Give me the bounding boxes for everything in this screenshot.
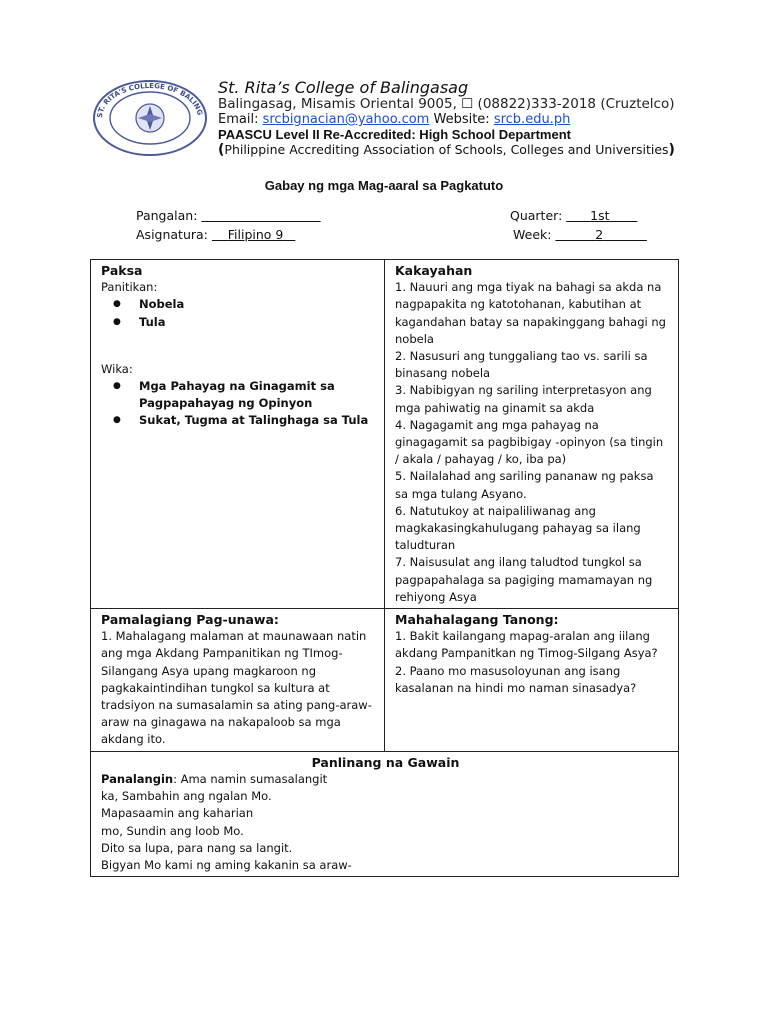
school-name: St. Rita’s College of Balingasag (218, 78, 469, 97)
email-link[interactable]: srcbignacian@yahoo.com (262, 112, 430, 127)
panalangin-label: Panalangin (101, 771, 174, 786)
list-item: 1. Nauuri ang mga tiyak na bahagi sa akda na nagpapakita ng katotohanan, kabutihan at kagandahan batay sa napakinggang bahagi ng nobela (395, 280, 666, 346)
school-address: Balingasag, Misamis Oriental 9005, ☐ (08822)333-2018 (Cruztelco) (218, 96, 675, 112)
prayer-line: ka, Sambahin ang ngalan Mo. (101, 789, 272, 804)
accreditation-full: (Philippine Accrediting Association of Schools, Colleges and Universities) (218, 142, 675, 158)
list-item: 5. Nailalahad ang sariling pananaw ng paksa sa mga tulang Asyano. (395, 469, 654, 501)
gawain-cell (91, 751, 679, 876)
subject-row (136, 227, 295, 242)
activity-row (91, 751, 679, 876)
list-item: 1. Bakit kailangang mapag-aralan ang iilang akdang Pampanitkan ng Timog-Silgang Asya? (395, 629, 658, 661)
prayer-line: Dito sa lupa, para nang sa langit. (101, 840, 293, 855)
week-field[interactable]: 2 (595, 227, 604, 242)
wika-label: Wika: (101, 361, 133, 376)
list-item: 6. Natutukoy at naipaliliwanag ang magkakasingkahulugang pahayag sa ilang taludturan (395, 503, 641, 553)
contact-line (218, 112, 570, 127)
kakayahan-cell (385, 260, 679, 609)
accreditation-full-text: Philippine Accrediting Association of Schools, Colleges and Universities (224, 142, 669, 157)
name-row (136, 208, 321, 223)
week-row (513, 227, 647, 242)
subject-label: Asignatura: (136, 227, 208, 242)
understanding-questions-row (91, 609, 679, 752)
learning-guide-table (90, 259, 679, 877)
panitikan-list (101, 296, 376, 330)
school-seal-logo (90, 78, 210, 158)
name-label: Pangalan: (136, 208, 198, 223)
kakayahan-heading: Kakayahan (395, 263, 473, 278)
pag-unawa-heading: Pamalagiang Pag-unawa: (101, 612, 279, 628)
wika-list (101, 378, 376, 430)
quarter-row (510, 208, 637, 223)
list-item: ● Tula (139, 314, 376, 331)
quarter-label: Quarter: (510, 208, 563, 223)
prayer-line: Panalangin: Ama namin sumasalangit (101, 771, 328, 786)
panitikan-label: Panitikan: (101, 280, 158, 295)
prayer-line: Bigyan Mo kami ng aming kakanin sa araw- (101, 857, 352, 872)
tanong-cell (385, 609, 679, 752)
pag-unawa-cell (91, 609, 385, 752)
tanong-heading: Mahahalagang Tanong: (395, 612, 559, 628)
document-title: Gabay ng mga Mag-aaral sa Pagkatuto (264, 178, 504, 193)
list-item: ● Sukat, Tugma at Talinghaga sa Tula (139, 412, 376, 429)
svg-text:ST. RITA'S COLLEGE OF BALINGAS: ST. RITA'S COLLEGE OF BALING (95, 81, 204, 119)
gawain-heading: Panlinang na Gawain (311, 754, 460, 770)
quarter-field[interactable]: 1st (590, 208, 610, 223)
prayer-line: Mapasaamin ang kaharian (101, 806, 254, 821)
list-item: 4. Nagagamit ang mga pahayag na ginagagamit sa pagbibigay -opinyon (sa tingin / akala / pahayag / ko, iba pa) (395, 417, 664, 467)
week-label: Week: (513, 227, 552, 242)
list-item: ● Nobela (139, 296, 376, 313)
prayer-line: mo, Sundin ang loob Mo. (101, 823, 244, 838)
pag-unawa-text: 1. Mahalagang malaman at maunawaan natin ang mga Akdang Pampanitikan ng TImog-Silangang Asya upang magkaroon ng pagkakaintindihan tungkol sa kultura at tradsiyon na sumasalamin sa ating pang-araw-araw na ginagawa na nakapaloob sa mga akdang ito. (101, 629, 372, 747)
paksa-heading: Paksa (101, 263, 143, 278)
list-item: 2. Nasusuri ang tunggaliang tao vs. sarili sa binasang nobela (395, 349, 648, 381)
list-item: 7. Naisusulat ang ilang taludtod tungkol sa pagpapahalaga sa pagiging mamamayan ng rehiyong Asya (395, 555, 653, 604)
subject-field[interactable]: Filipino 9 (227, 227, 284, 242)
website-label: Website: (433, 112, 490, 127)
topic-skills-row (91, 260, 679, 609)
email-label: Email: (218, 112, 259, 127)
name-field[interactable] (201, 208, 320, 223)
list-item: 2. Paano mo masusoloyunan ang isang kasalanan na hindi mo naman sinasadya? (395, 663, 637, 695)
list-item: 3. Nabibigyan ng sariling interpretasyon ang mga pahiwatig na ginamit sa akda (395, 383, 652, 415)
website-link[interactable]: srcb.edu.ph (493, 112, 571, 127)
accreditation-line: PAASCU Level II Re-Accredited: High School Department (218, 127, 571, 142)
paksa-cell (91, 260, 385, 609)
list-item: ● Mga Pahayag na Ginagamit sa Pagpapahayag ng Opinyon (139, 378, 376, 412)
